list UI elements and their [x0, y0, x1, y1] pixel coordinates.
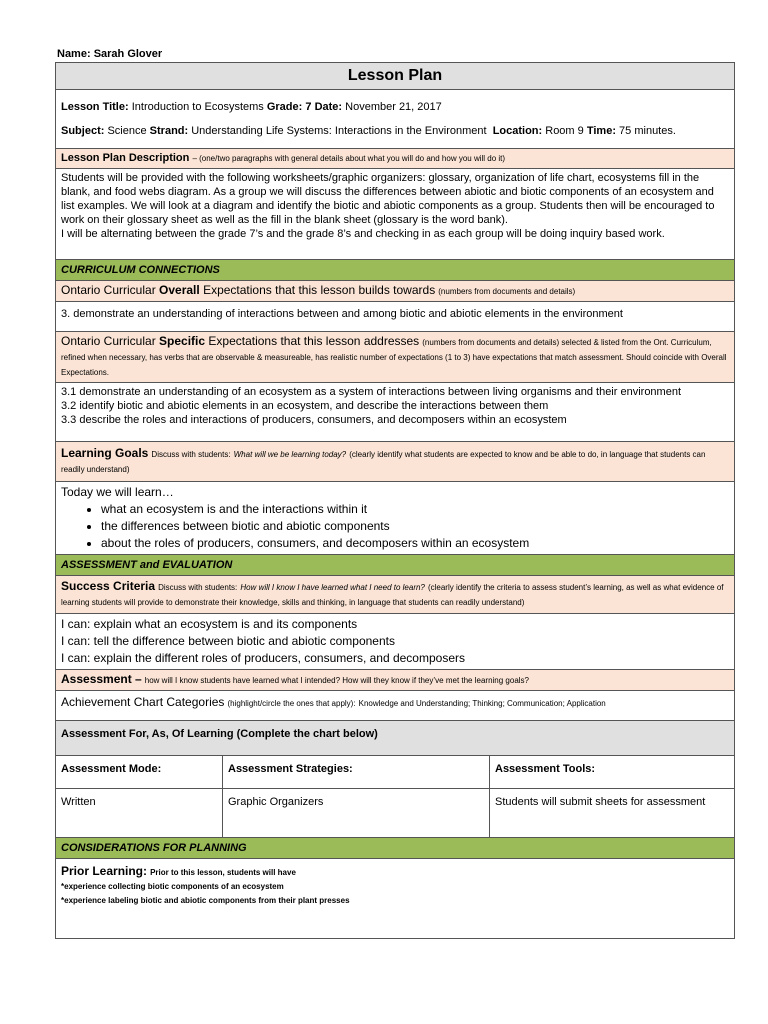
- list-item: 3.2 identify biotic and abiotic elements in an ecosystem, and describe the interactions between them: [61, 400, 549, 412]
- list-item: *experience collecting biotic components of an ecosystem: [61, 882, 284, 891]
- list-item: I can: explain what an ecosystem is and its components: [61, 617, 358, 631]
- success-criteria-body: [56, 614, 735, 670]
- section-curriculum: CURRICULUM CONNECTIONS: [56, 260, 735, 281]
- learning-goals-heading: Learning Goals Discuss with students: What will we be learning today? (clearly identify what students are expected to know and be able to do, in language that students can readily understand): [56, 442, 735, 482]
- assessment-heading: Assessment – how will I know students have learned what I intended? How will they know if they’ve met the learning goals?: [56, 670, 735, 691]
- section-considerations: CONSIDERATIONS FOR PLANNING: [56, 838, 735, 859]
- list-item: • the differences between biotic and abiotic components: [101, 518, 729, 535]
- success-criteria-heading: Success Criteria Discuss with students: How will I know I have learned what I need to learn? (clearly identify the criteria to assess student’s learning, as well as what evidence of learning students will provide to demonstrate their knowledge, skills and thinking, in language that students can readily understand): [56, 576, 735, 614]
- achievement-chart: Achievement Chart Categories (highlight/circle the ones that apply): Knowledge and Understanding; Thinking; Communication; Application: [56, 691, 735, 721]
- lesson-plan-table: [55, 62, 735, 939]
- description-heading: Lesson Plan Description – (one/two paragraphs with general details about what you will do and how you will do it): [56, 149, 735, 169]
- overall-expectations-heading: Ontario Curricular Overall Expectations that this lesson builds towards (numbers from documents and details): [56, 281, 735, 302]
- lesson-info: Lesson Title: Introduction to Ecosystems Grade: 7 Date: November 21, 2017 Subject: Science Strand: Understanding Life Systems: Interactions in the Environment Location: Room 9 Time: 75 minutes.: [56, 90, 735, 149]
- specific-expectations-heading: Ontario Curricular Specific Expectations that this lesson addresses (numbers from documents and details) selected & listed from the Ont. Curriculum, refined when necessary, has verbs that are observable & measureable, has realistic number of expectations (1 to 3) have expectations that match assessment. Should coincide with Overall Expectations.: [56, 332, 735, 383]
- specific-expectations-list: [56, 383, 735, 442]
- assessment-for-as-of-heading: Assessment For, As, Of Learning (Complete the chart below): [56, 721, 735, 756]
- learning-goals-body: Today we will learn… • what an ecosystem is and the interactions within it • the differences between biotic and abiotic components • about the roles of producers, consumers, and decomposers within an ecosystem: [56, 482, 735, 555]
- list-item: • about the roles of producers, consumers, and decomposers within an ecosystem: [101, 535, 729, 552]
- list-item: • what an ecosystem is and the interactions within it: [101, 501, 729, 518]
- list-item: I can: explain the different roles of producers, consumers, and decomposers: [61, 651, 465, 665]
- table-row: Written Graphic Organizers Students will submit sheets for assessment: [56, 789, 735, 838]
- list-item: 3.3 describe the roles and interactions of producers, consumers, and decomposers within an ecosystem: [61, 414, 567, 426]
- list-item: 3.1 demonstrate an understanding of an ecosystem as a system of interactions between living organisms and their environment: [61, 386, 682, 398]
- list-item: I can: tell the difference between biotic and abiotic components: [61, 634, 395, 648]
- section-assessment: ASSESSMENT and EVALUATION: [56, 555, 735, 576]
- assessment-table-header: Assessment Mode: Assessment Strategies: Assessment Tools:: [56, 756, 735, 789]
- list-item: *experience labeling biotic and abiotic components from their plant presses: [61, 896, 350, 905]
- overall-expectation: 3. demonstrate an understanding of interactions between and among biotic and abiotic elements in the environment: [56, 302, 735, 332]
- page-title: Lesson Plan: [56, 63, 735, 90]
- prior-learning: Prior Learning: Prior to this lesson, students will have *experience collecting biotic components of an ecosystem *experience labeling biotic and abiotic components from their plant presses: [56, 859, 735, 939]
- description-body: Students will be provided with the following worksheets/graphic organizers: glossary, organization of life chart, ecosystems fill in the blank, and food webs diagram. As a group we will discuss the differences between abiotic and biotic components of an ecosystem and list examples. We will look at a diagram and identify the biotic and abiotic components as a group. Students then will be encouraged to work on their glossary sheet as well as the fill in the blank sheet (glossary is the word bank). I will be alternating between the grade 7’s and the grade 8’s and checking in as each group will be doing inquiry based work.: [56, 169, 735, 260]
- student-name: Name: Sarah Glover: [57, 48, 163, 60]
